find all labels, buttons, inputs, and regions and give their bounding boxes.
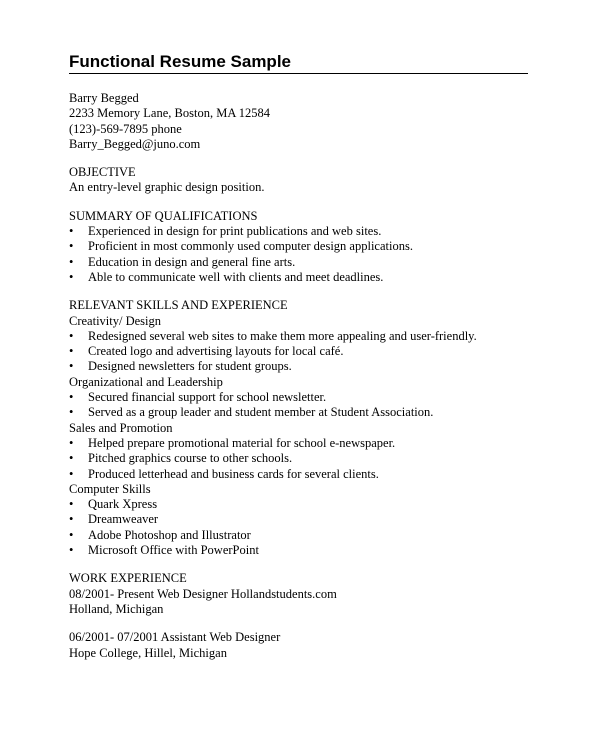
contact-address: 2233 Memory Lane, Boston, MA 12584 [69, 106, 271, 121]
bullet-icon: • [69, 543, 74, 558]
job-title: 06/2001- 07/2001 Assistant Web Designer [69, 630, 281, 645]
list-item: • Proficient in most commonly used computer design applications. [69, 239, 413, 254]
work-section [69, 571, 539, 660]
objective-section [69, 165, 539, 196]
bullet-icon: • [69, 466, 74, 481]
list-item: • Created logo and advertising layouts for local café. [69, 344, 344, 359]
section-heading: WORK EXPERIENCE [69, 571, 187, 586]
list-item: • Microsoft Office with PowerPoint [69, 543, 259, 558]
resume-body [69, 91, 539, 661]
contact-block [69, 91, 539, 152]
bullet-icon: • [69, 224, 74, 239]
list-item: • Adobe Photoshop and Illustrator [69, 527, 251, 542]
list-item: • Able to communicate well with clients and meet deadlines. [69, 269, 384, 284]
section-heading: OBJECTIVE [69, 165, 136, 180]
list-item: • Produced letterhead and business cards for several clients. [69, 466, 379, 481]
bullet-icon: • [69, 390, 74, 405]
section-heading: SUMMARY OF QUALIFICATIONS [69, 208, 258, 223]
skill-group-title: Computer Skills [69, 481, 151, 496]
bullet-icon: • [69, 451, 74, 466]
contact-phone: (123)-569-7895 phone [69, 121, 182, 136]
bullet-icon: • [69, 497, 74, 512]
bullet-icon: • [69, 527, 74, 542]
list-item: • Designed newsletters for student groups. [69, 359, 292, 374]
title-rule [69, 73, 528, 74]
bullet-icon: • [69, 435, 74, 450]
skill-group-title: Organizational and Leadership [69, 374, 223, 389]
list-item: • Served as a group leader and student member at Student Association. [69, 405, 434, 420]
skill-group-title: Sales and Promotion [69, 420, 173, 435]
bullet-icon: • [69, 359, 74, 374]
bullet-icon: • [69, 512, 74, 527]
list-item: • Secured financial support for school newsletter. [69, 390, 327, 405]
list-item: • Experienced in design for print publications and web sites. [69, 224, 382, 239]
bullet-icon: • [69, 254, 74, 269]
bullet-icon: • [69, 239, 74, 254]
job-place: Holland, Michigan [69, 601, 164, 616]
objective-text: An entry-level graphic design position. [69, 180, 265, 195]
contact-name: Barry Begged [69, 91, 139, 105]
job-title: 08/2001- Present Web Designer Hollandstudents.com [69, 586, 337, 601]
summary-section [69, 209, 539, 285]
bullet-icon: • [69, 344, 74, 359]
skill-group-title: Creativity/ Design [69, 313, 161, 328]
list-item: • Education in design and general fine arts. [69, 254, 296, 269]
job-place: Hope College, Hillel, Michigan [69, 645, 227, 660]
list-item: • Helped prepare promotional material for school e-newspaper. [69, 435, 396, 450]
bullet-icon: • [69, 269, 74, 284]
document-title: Functional Resume Sample [69, 52, 291, 71]
list-item: • Pitched graphics course to other schools. [69, 451, 293, 466]
contact-email: Barry_Begged@juno.com [69, 136, 201, 151]
list-item: • Redesigned several web sites to make them more appealing and user-friendly. [69, 328, 477, 343]
list-item: • Quark Xpress [69, 497, 158, 512]
bullet-icon: • [69, 405, 74, 420]
list-item: • Dreamweaver [69, 512, 159, 527]
bullet-icon: • [69, 328, 74, 343]
skills-section [69, 298, 539, 558]
section-heading: RELEVANT SKILLS AND EXPERIENCE [69, 298, 288, 313]
